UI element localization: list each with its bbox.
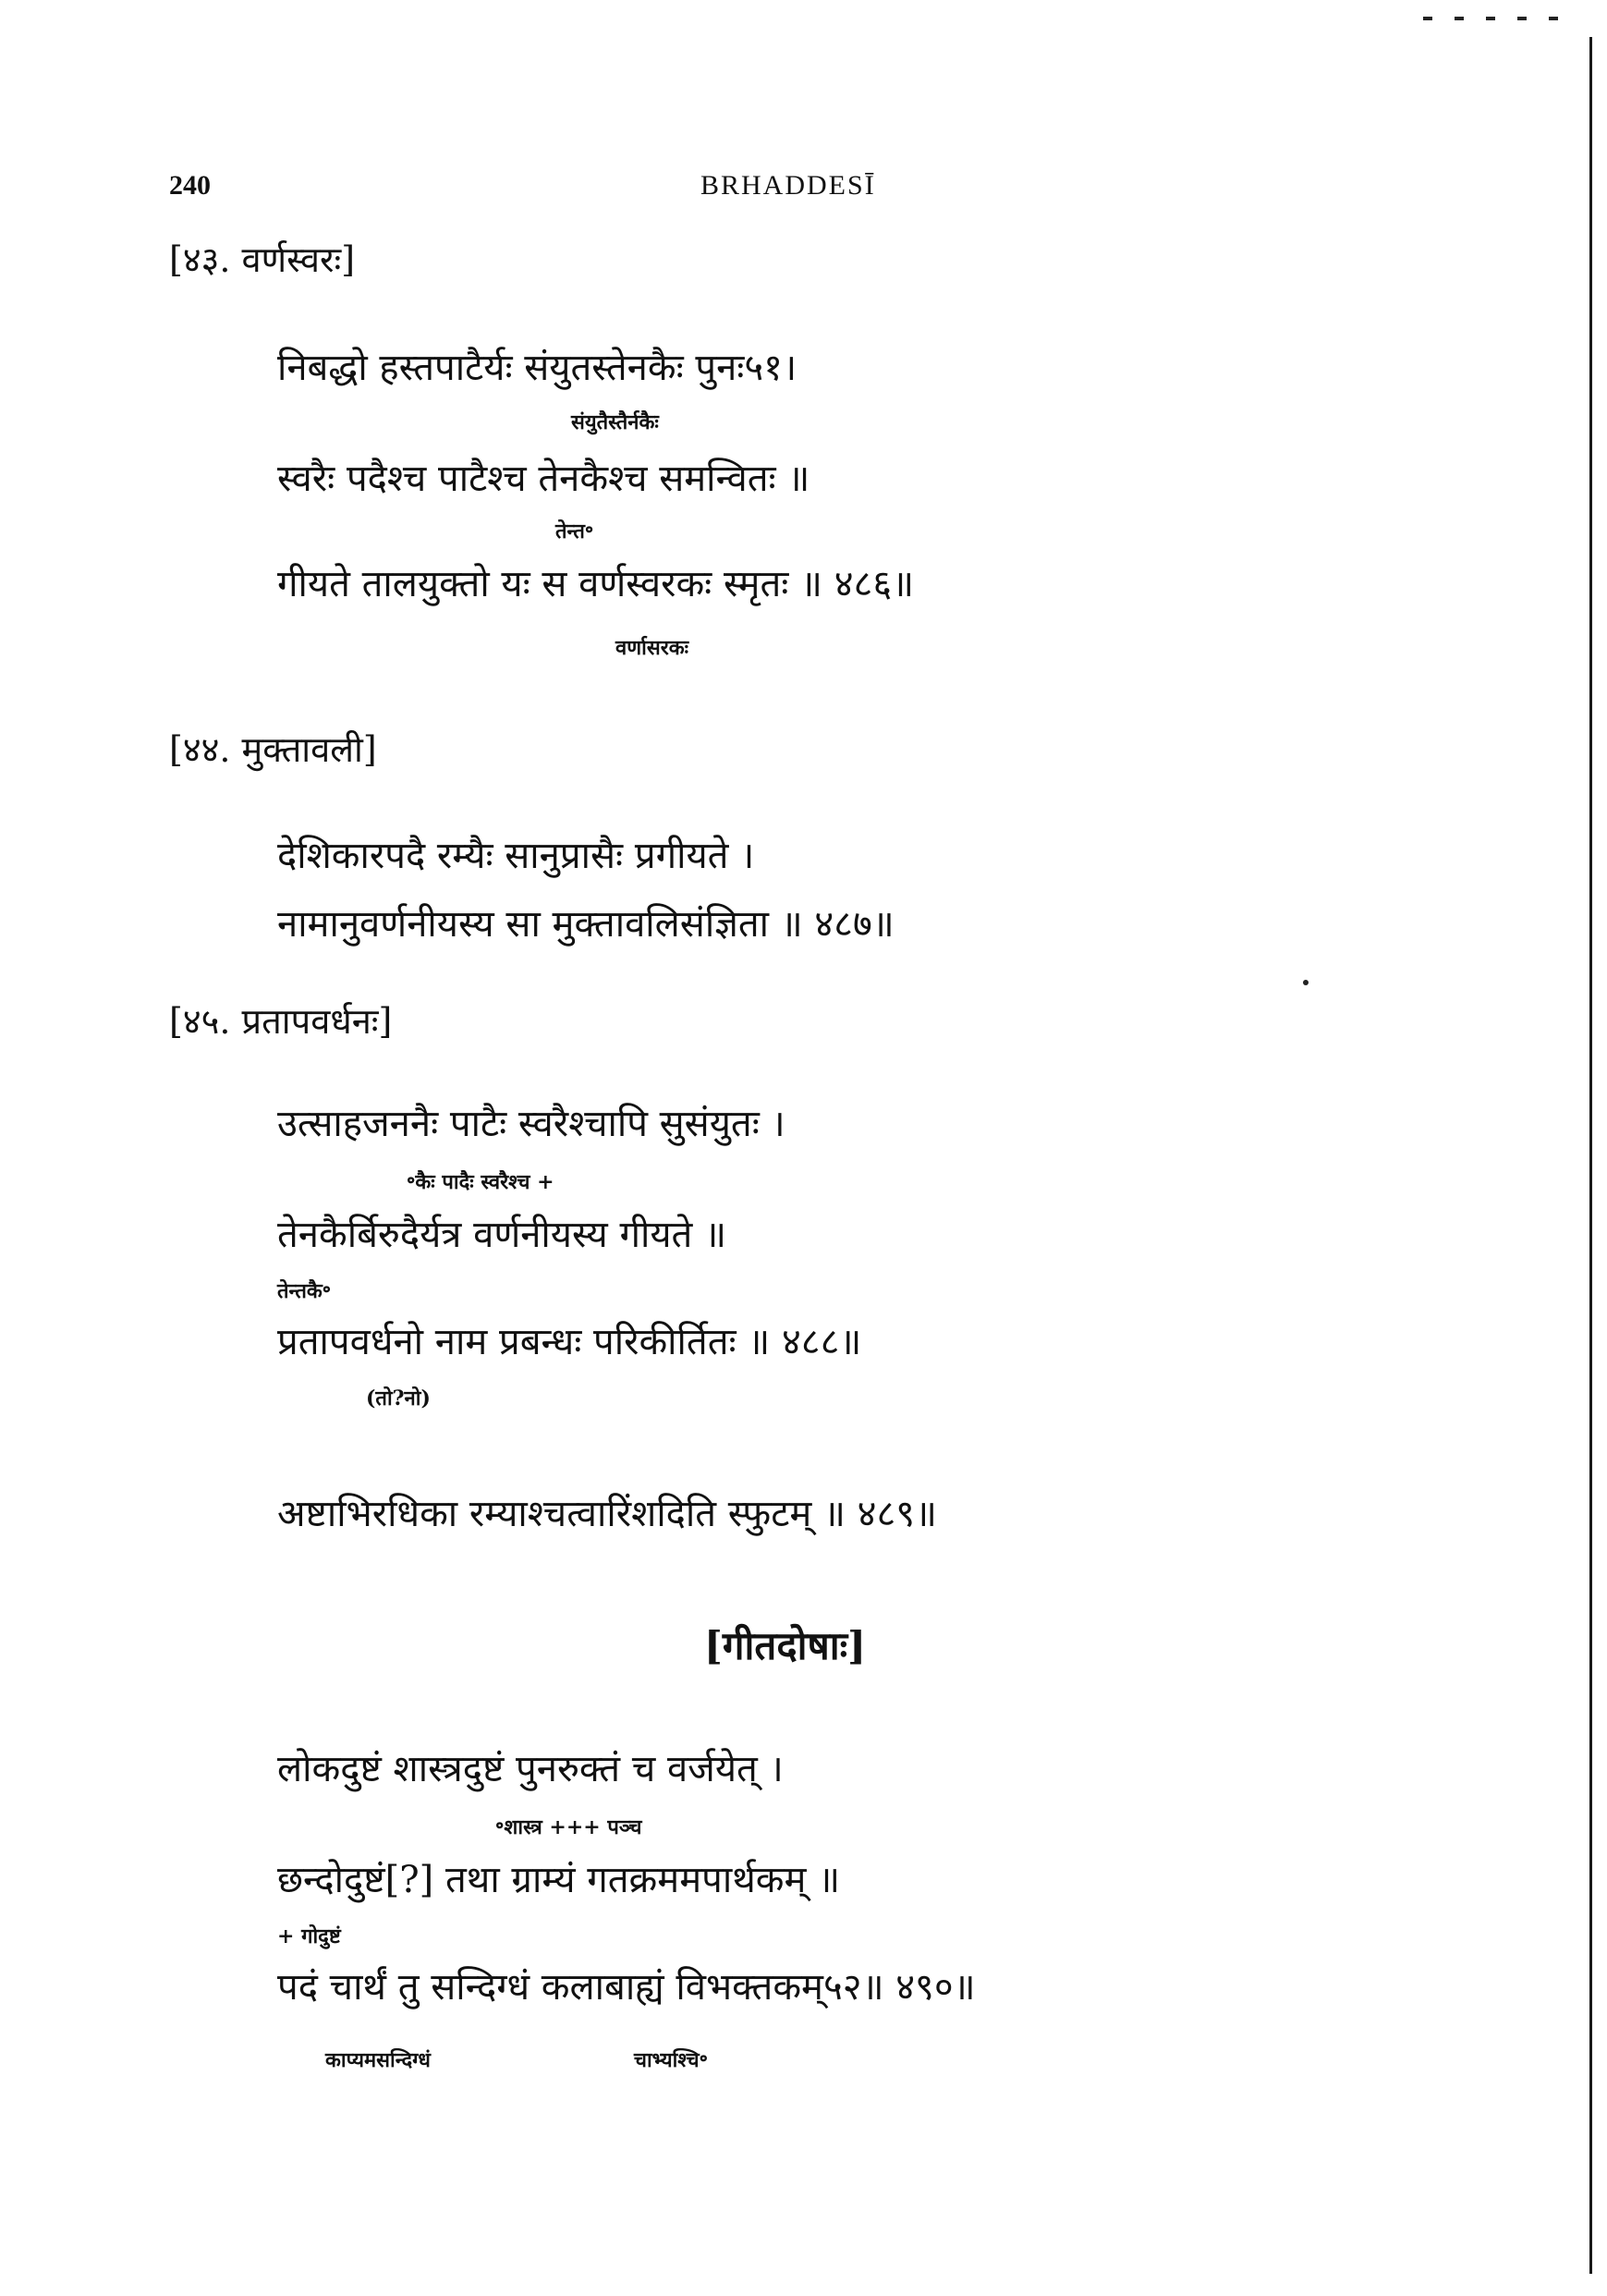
variant-reading: काप्यमसन्दिग्धं <box>325 2048 431 2072</box>
verse-line: प्रतापवर्धनो नाम प्रबन्धः परिकीर्तितः ॥ ४८८॥ <box>277 1321 862 1363</box>
scan-edge-marks <box>1423 17 1580 20</box>
verse-line: स्वरैः पदैश्च पाटैश्च तेनकैश्च समन्वितः ॥ <box>277 458 810 500</box>
scan-edge-line <box>1589 37 1592 2274</box>
verse-line: तेनकैर्बिरुदैर्यत्र वर्णनीयस्य गीयते ॥ <box>277 1214 727 1256</box>
verse-line: उत्साहजननैः पाटैः स्वरैश्चापि सुसंयुतः । <box>277 1103 785 1145</box>
scan-speck <box>1303 980 1309 985</box>
running-title: BRHADDESĪ <box>700 170 876 201</box>
verse-line: गीयते तालयुक्तो यः स वर्णस्वरकः स्मृतः ॥ ४८६॥ <box>277 563 915 605</box>
verse-line: लोकदुष्टं शास्त्रदुष्टं पुनरुक्तं च वर्जयेत् । <box>277 1748 784 1790</box>
variant-reading: संयुतैस्तैर्नकैः <box>571 410 659 434</box>
verse-line: पदं चार्थं तु सन्दिग्धं कलाबाह्यं विभक्तकम्५२॥ ४९०॥ <box>277 1966 976 2009</box>
verse-line: छन्दोदुष्टं[?] तथा ग्राम्यं गतक्रममपार्थकम् ॥ <box>277 1859 841 1901</box>
verse-line: देशिकारपदै रम्यैः सानुप्रासैः प्रगीयते । <box>277 835 755 877</box>
variant-reading: ॰कैः पादैः स्वरैश्च + <box>407 1170 554 1194</box>
verse-line: निबद्धो हस्तपाटैर्यः संयुतस्तेनकैः पुनः५१। <box>277 347 797 389</box>
section-heading: [गीतदोषाः] <box>704 1623 867 1668</box>
verse-line: नामानुवर्णनीयस्य सा मुक्तावलिसंज्ञिता ॥ ४८७॥ <box>277 903 895 946</box>
verse-line: अष्टाभिरधिका रम्याश्चत्वारिंशदिति स्फुटम् ॥ ४८९॥ <box>277 1493 938 1535</box>
variant-reading: (तो?नो) <box>366 1386 431 1411</box>
section-heading: [४५. प्रतापवर्धनः] <box>169 1001 393 1042</box>
variant-reading: चाभ्यश्चि॰ <box>634 2048 708 2072</box>
variant-reading: तेन्त॰ <box>555 519 594 543</box>
variant-reading: ॰शास्त्र +++ पञ्च <box>495 1815 642 1839</box>
section-heading: [४३. वर्णस्वरः] <box>169 239 356 280</box>
variant-reading: तेन्तकै॰ <box>277 1279 332 1303</box>
variant-reading: वर्णासरकः <box>615 636 689 660</box>
variant-reading: + गोदुष्टं <box>277 1924 341 1948</box>
page-number: 240 <box>169 170 211 201</box>
section-heading: [४४. मुक्तावली] <box>169 729 377 770</box>
